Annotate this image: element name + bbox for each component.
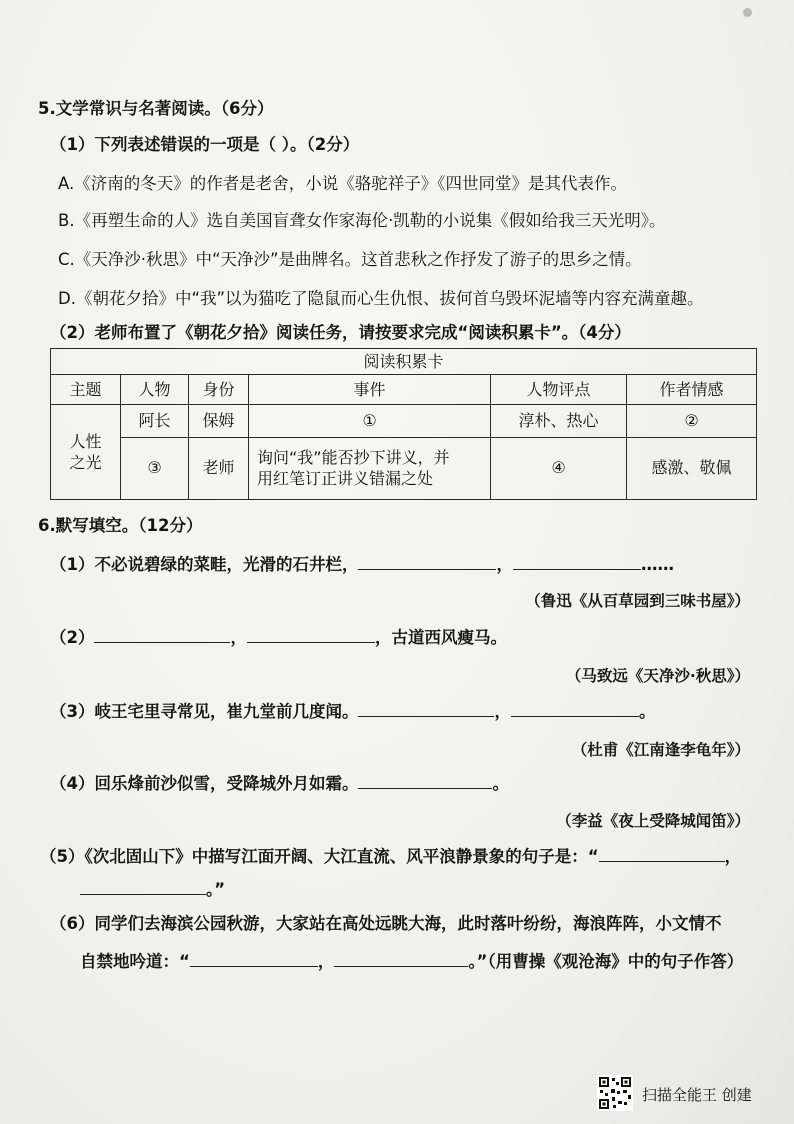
item2-source: （马致远《天净沙·秋思》） [565,667,750,685]
theme-line1: 人性 [69,431,102,451]
item4-blank-a[interactable] [358,774,492,789]
item2-blank-a[interactable] [94,628,230,643]
item3-sep: ， [494,702,511,721]
q6-item5-cont [80,880,225,899]
option-b: B.《再塑生命的人》选自美国盲聋女作家海伦·凯勒的小说集《假如给我三天光明》。 [58,211,666,230]
item5-blank-b[interactable] [80,880,206,895]
q6-title: 6.默写填空。（12分） [38,516,203,535]
row1-event-blank[interactable]: ① [249,405,491,437]
option-c: C.《天净沙·秋思》中“天净沙”是曲牌名。这首悲秋之作抒发了游子的思乡之情。 [58,250,642,269]
row2-comment-blank[interactable]: ④ [491,437,627,499]
item5-sep: ， [724,847,742,866]
card-title: 阅读积累卡 [51,349,757,375]
option-d: D.《朝花夕拾》中“我”以为猫吃了隐鼠而心生仇恨、拔何首乌毁坏泥墙等内容充满童趣。 [58,289,704,308]
item6-sep: ， [317,952,335,971]
q5-sub1: （1）下列表述错误的一项是（ ）。（2分） [50,135,360,154]
item3-blank-a[interactable] [358,702,494,717]
q6-item2 [50,628,507,647]
row2-event-line2: 用红笔订正讲义错漏之处 [257,469,434,489]
item2-blank-b[interactable] [247,628,375,643]
q6-item6: （6）同学们去海滨公园秋游，大家站在高处远眺大海，此时落叶纷纷，海浪阵阵，小文情不 [50,914,722,933]
item5-blank-a[interactable] [599,847,725,862]
item2-prompt: （2） [50,628,95,647]
item1-blank-b[interactable] [513,555,641,570]
item6-prompt: 自禁地吟道：“ [80,952,190,971]
reading-card-table [50,348,757,500]
option-a: A.《济南的冬天》的作者是老舍，小说《骆驼祥子》《四世同堂》是其代表作。 [58,174,627,193]
header-identity: 身份 [189,375,249,405]
row1-person: 阿长 [121,405,189,437]
q6-item3 [50,702,655,721]
row2-event-line1: 询问“我”能否抄下讲义，并 [257,447,450,467]
item6-blank-a[interactable] [190,952,318,967]
row2-identity: 老师 [189,437,249,499]
item1-sep: ， [496,555,513,574]
q5-sub2: （2）老师布置了《朝花夕拾》阅读任务，请按要求完成“阅读积累卡”。（4分） [50,323,631,342]
q6-item6-cont [80,952,743,971]
q6-item4 [50,774,509,793]
qr-code-icon [597,1075,633,1111]
item5-end: 。” [206,880,226,899]
item4-prompt: （4）回乐烽前沙似雪，受降城外月如霜。 [50,774,359,793]
row2-emotion: 感激、敬佩 [627,437,757,499]
item2-sep: ， [230,628,247,647]
row1-comment: 淳朴、热心 [491,405,627,437]
item2-end: ，古道西风瘦马。 [374,628,507,647]
item1-source: （鲁迅《从百草园到三味书屋》） [525,592,750,610]
row1-identity: 保姆 [189,405,249,437]
item3-end: 。 [638,702,656,721]
item1-blank-a[interactable] [358,555,496,570]
item1-end: …… [640,555,674,574]
item3-prompt: （3）岐王宅里寻常见，崔九堂前几度闻。 [50,702,359,721]
scanner-watermark: 扫描全能王 创建 [642,1086,752,1104]
item5-prompt: （5）《次北固山下》中描写江面开阔、大江直流、风平浪静景象的句子是：“ [40,847,599,866]
item1-prompt: （1）不必说碧绿的菜畦，光滑的石井栏， [50,555,359,574]
row2-person-blank[interactable]: ③ [121,437,189,499]
punch-hole-mark [743,8,752,17]
header-emotion: 作者情感 [627,375,757,405]
item4-source: （李益《夜上受降城闻笛》） [556,812,750,830]
q6-item5 [40,847,741,866]
theme-cell [51,405,121,500]
item6-blank-b[interactable] [334,952,468,967]
header-person: 人物 [121,375,189,405]
item3-source: （杜甫《江南逢李龟年》） [571,741,750,759]
theme-line2: 之光 [69,453,102,473]
item3-blank-b[interactable] [511,702,639,717]
header-event: 事件 [249,375,491,405]
q5-title: 5.文学常识与名著阅读。（6分） [38,99,274,118]
header-comment: 人物评点 [491,375,627,405]
q6-item1 [50,555,674,574]
item4-end: 。 [492,774,509,793]
row1-emotion-blank[interactable]: ② [627,405,757,437]
header-theme: 主题 [51,375,121,405]
item6-end: 。”（用曹操《观沧海》中的句子作答） [468,952,744,971]
row2-event [249,437,491,499]
